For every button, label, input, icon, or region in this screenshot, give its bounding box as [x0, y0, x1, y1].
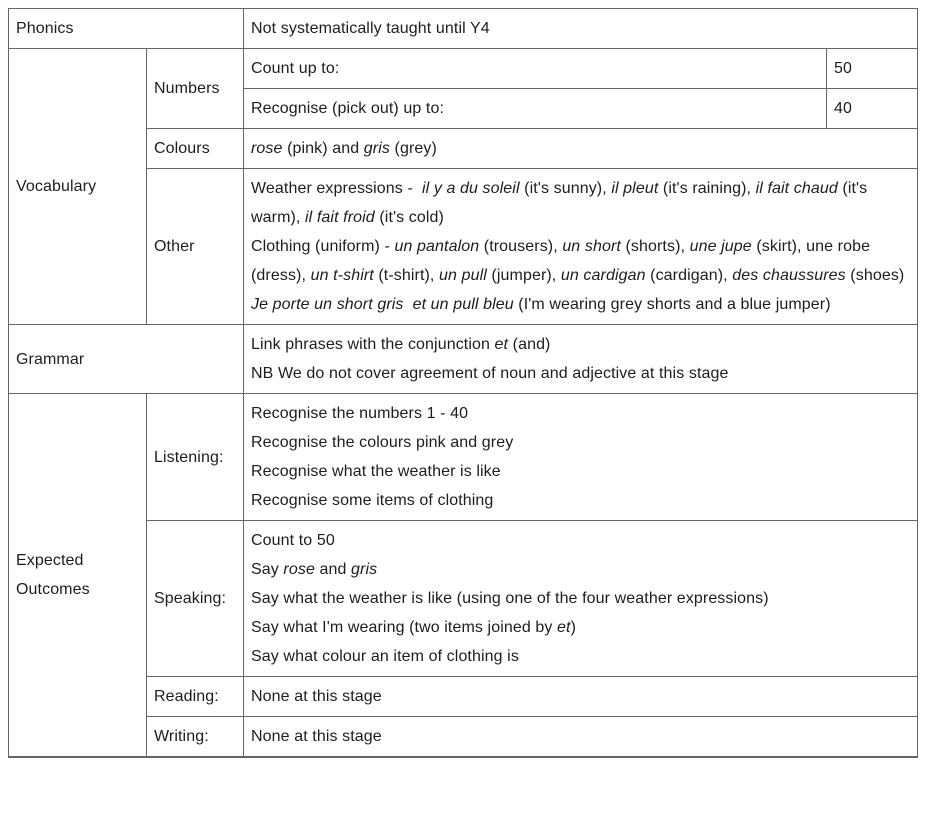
numbers-label-cell: Numbers [147, 49, 244, 129]
table-row-grammar [9, 325, 918, 394]
phonics-label-cell: Phonics [9, 9, 244, 49]
vocabulary-label-cell: Vocabulary [9, 49, 147, 325]
text-line: Recognise what the weather is like [251, 463, 501, 480]
speaking-content-cell [244, 521, 918, 677]
reading-label-cell: Reading: [147, 677, 244, 717]
text-line: Recognise some items of clothing [251, 492, 494, 509]
count-up-to-value-cell: 50 [827, 49, 918, 89]
table-row-phonics [9, 9, 918, 49]
recognise-up-to-value-cell: 40 [827, 89, 918, 129]
text-line: rose (pink) and gris (grey) [251, 140, 437, 157]
other-label-cell: Other [147, 169, 244, 325]
curriculum-table [8, 8, 918, 758]
text-line: Recognise the numbers 1 - 40 [251, 405, 469, 422]
text-line: Clothing (uniform) - un pantalon (trousers), un short (shorts), une jupe (skirt), une robe (dress), un t-shirt (t-shirt), un pull (jumper), un cardigan (cardigan), des chaussures (shoes) [251, 238, 905, 284]
colours-content-cell [244, 129, 918, 169]
text-line: Say what colour an item of clothing is [251, 648, 519, 665]
count-up-to-cell: Count up to: [244, 49, 827, 89]
table-row-listening [9, 394, 918, 521]
speaking-label-cell: Speaking: [147, 521, 244, 677]
text-line: Say what the weather is like (using one of the four weather expressions) [251, 590, 769, 607]
text-line: Not systematically taught until Y4 [251, 20, 490, 37]
text-line: Count to 50 [251, 532, 335, 549]
reading-content-cell: None at this stage [244, 677, 918, 717]
text-line: Weather expressions - il y a du soleil (it's sunny), il pleut (it's raining), il fait chaud (it's warm), il fait froid (it's cold) [251, 180, 872, 226]
grammar-content-cell [244, 325, 918, 394]
text-line: NB We do not cover agreement of noun and adjective at this stage [251, 365, 729, 382]
listening-label-cell: Listening: [147, 394, 244, 521]
expected-outcomes-label-cell: Expected Outcomes [9, 394, 147, 758]
colours-label-cell: Colours [147, 129, 244, 169]
phonics-content-cell [244, 9, 918, 49]
grammar-label-cell: Grammar [9, 325, 244, 394]
text-line: Say rose and gris [251, 561, 378, 578]
text-line: Say what I'm wearing (two items joined by et) [251, 619, 577, 636]
writing-content-cell: None at this stage [244, 717, 918, 758]
other-content-cell [244, 169, 918, 325]
listening-content-cell [244, 394, 918, 521]
text-line: Link phrases with the conjunction et (and) [251, 336, 551, 353]
writing-label-cell: Writing: [147, 717, 244, 758]
recognise-up-to-cell: Recognise (pick out) up to: [244, 89, 827, 129]
text-line: Recognise the colours pink and grey [251, 434, 514, 451]
text-line: Je porte un short gris et un pull bleu (I'm wearing grey shorts and a blue jumper) [251, 296, 831, 313]
table-row-numbers-count [9, 49, 918, 89]
